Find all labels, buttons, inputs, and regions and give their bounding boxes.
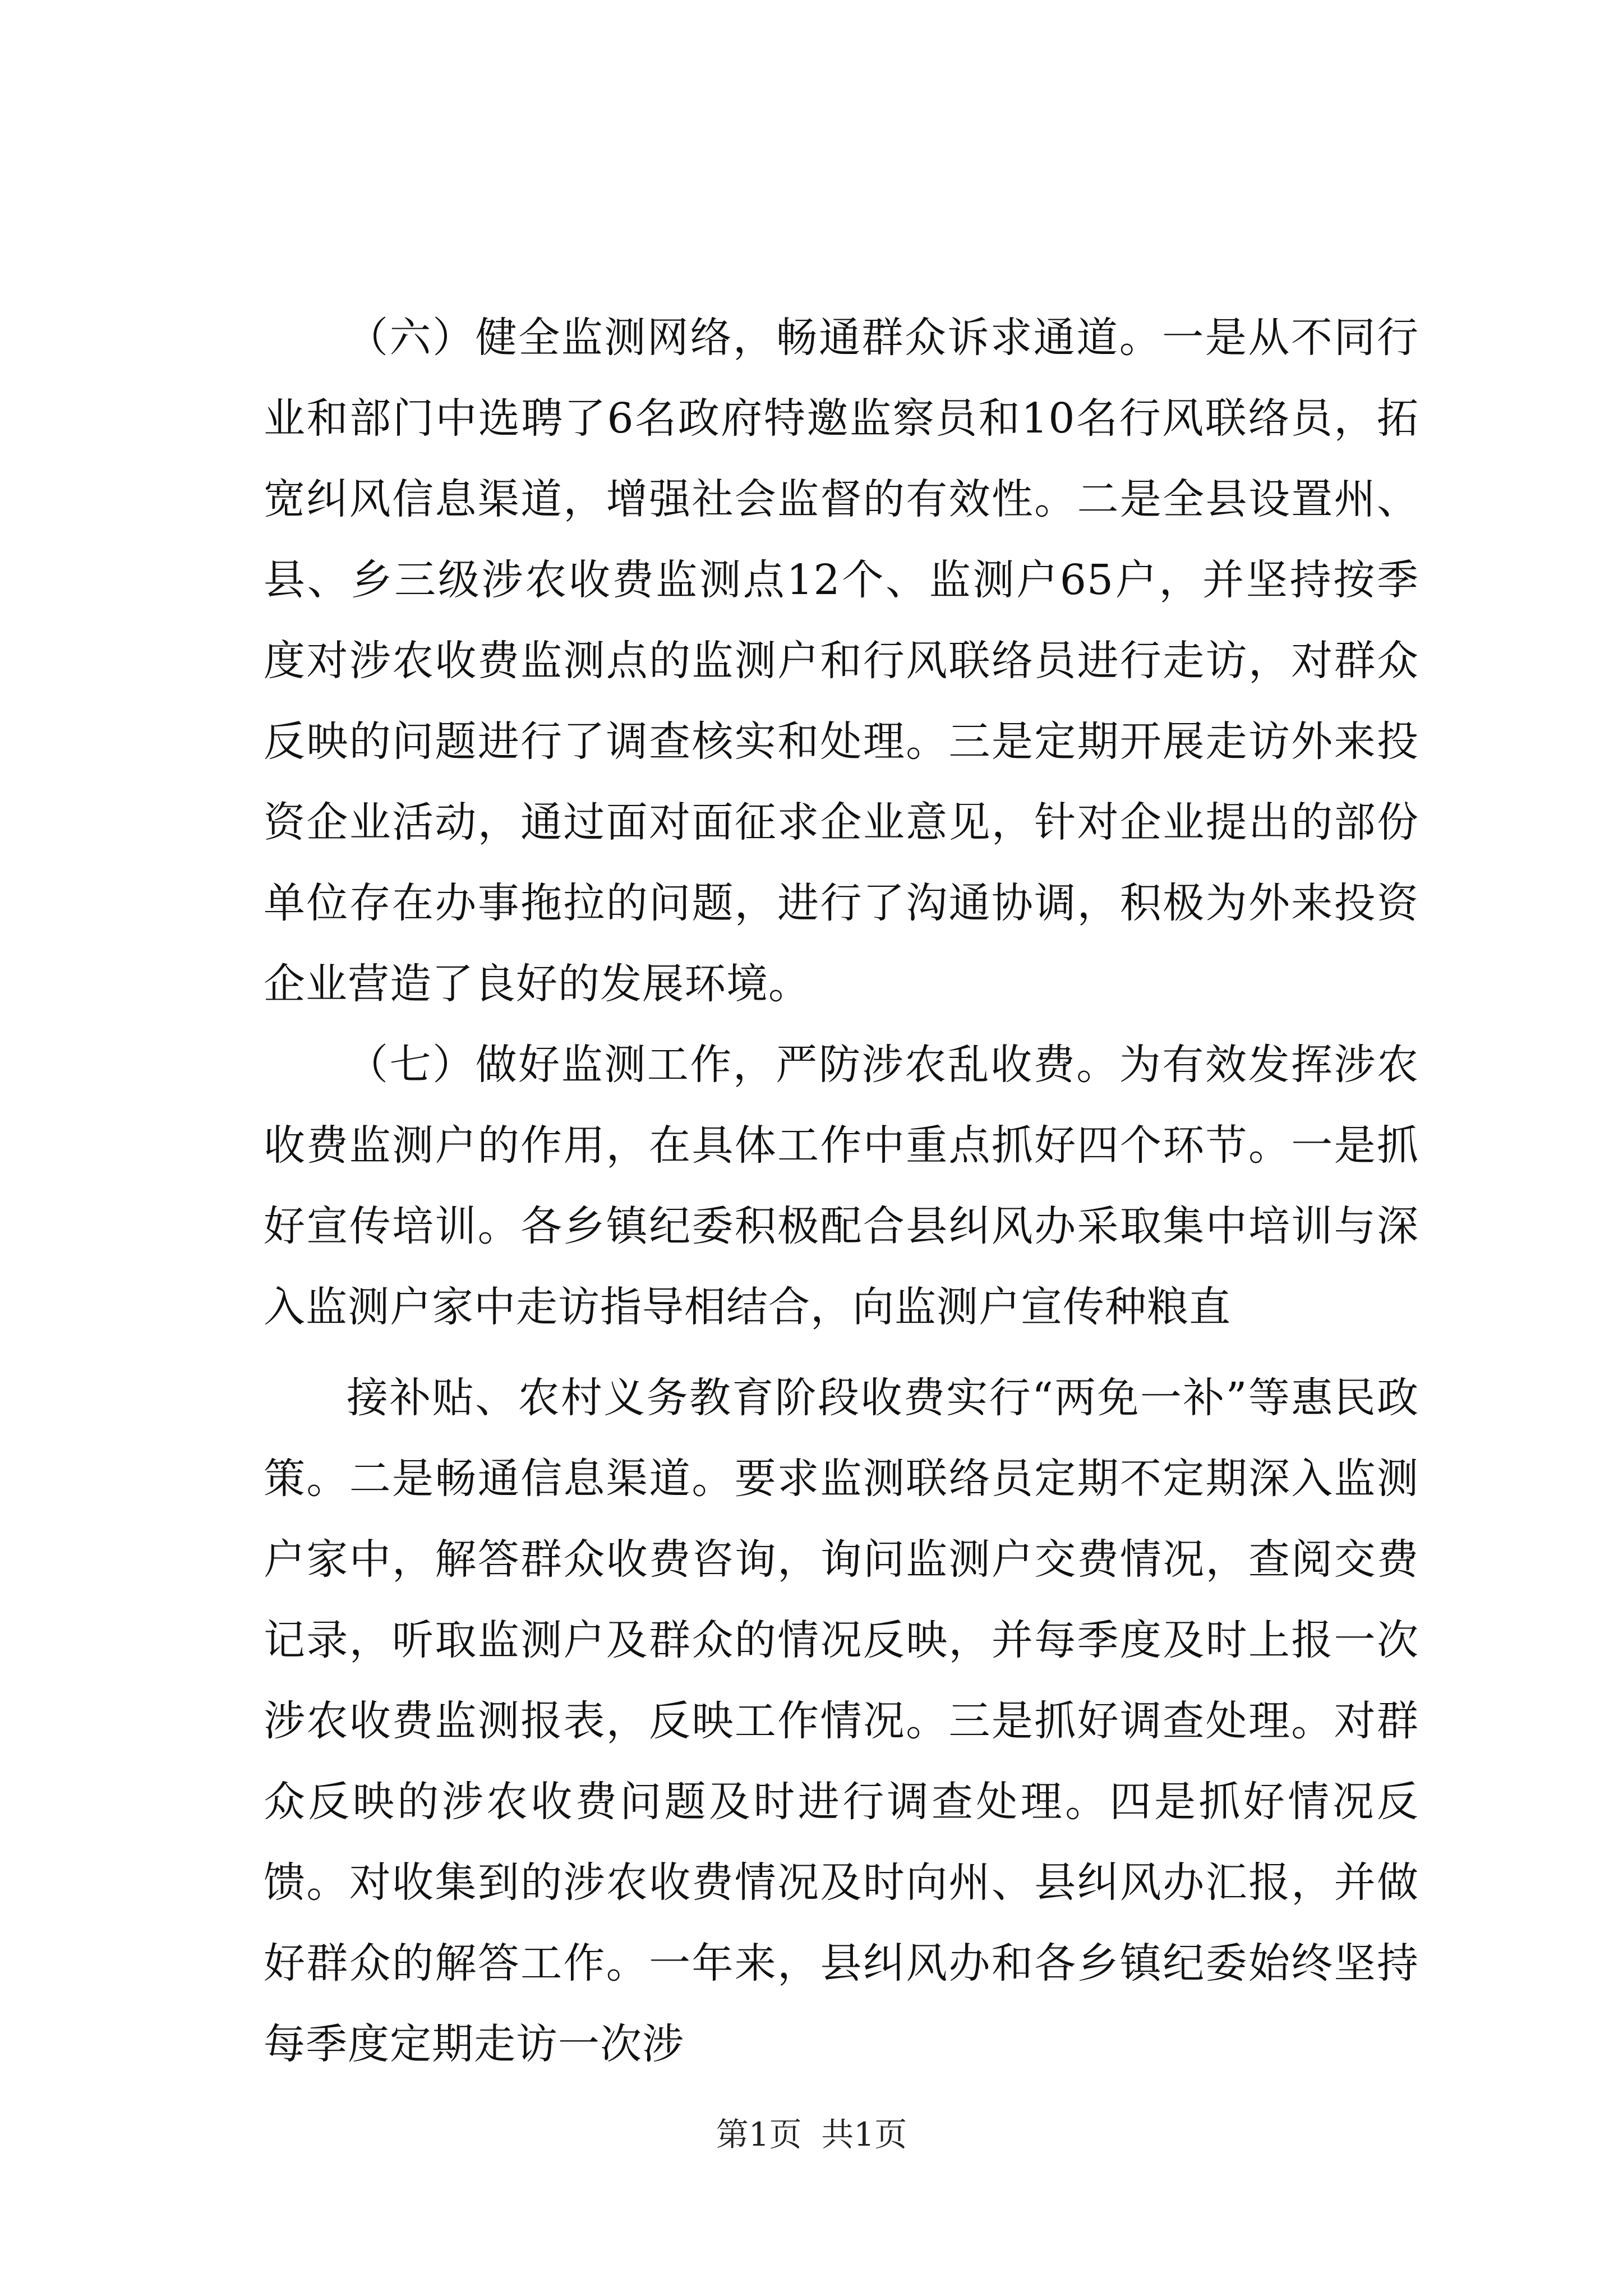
page-number: 第1页 <box>716 2115 802 2154</box>
page-total: 共1页 <box>821 2115 907 2154</box>
page-footer <box>0 2115 1623 2154</box>
paragraph-continuation: 接补贴、农村义务教育阶段收费实行“两免一补”等惠民政策。二是畅通信息渠道。要求监测联络员定期不定期深入监测户家中，解答群众收费咨询，询问监测户交费情况，查阅交费记录，听取监测户及群众的情况反映，并每季度及时上报一次涉农收费监测报表，反映工作情况。三是抓好调查处理。对群众反映的涉农收费问题及时进行调查处理。四是抓好情况反馈。对收集到的涉农收费情况及时向州、县纠风办汇报，并做好群众的解答工作。一年来，县纠风办和各乡镇纪委始终坚持每季度定期走访一次涉 <box>264 1374 1419 2068</box>
paragraph-seven: （七）做好监测工作，严防涉农乱收费。为有效发挥涉农收费监测户的作用，在具体工作中重点抓好四个环节。一是抓好宣传培训。各乡镇纪委积极配合县纠风办采取集中培训与深入监测户家中走访指导相结合，向监测户宣传种粮直 <box>264 1041 1419 1331</box>
paragraph-six: （六）健全监测网络，畅通群众诉求通道。一是从不同行业和部门中选聘了6名政府特邀监察员和10名行风联络员，拓宽纠风信息渠道，增强社会监督的有效性。二是全县设置州、县、乡三级涉农收费监测点12个、监测户65户，并坚持按季度对涉农收费监测点的监测户和行风联络员进行走访，对群众反映的问题进行了调查核实和处理。三是定期开展走访外来投资企业活动，通过面对面征求企业意见，针对企业提出的部份单位存在办事拖拉的问题，进行了沟通协调，积极为外来投资企业营造了良好的发展环境。 <box>264 314 1419 1008</box>
document-body <box>264 297 1419 2085</box>
